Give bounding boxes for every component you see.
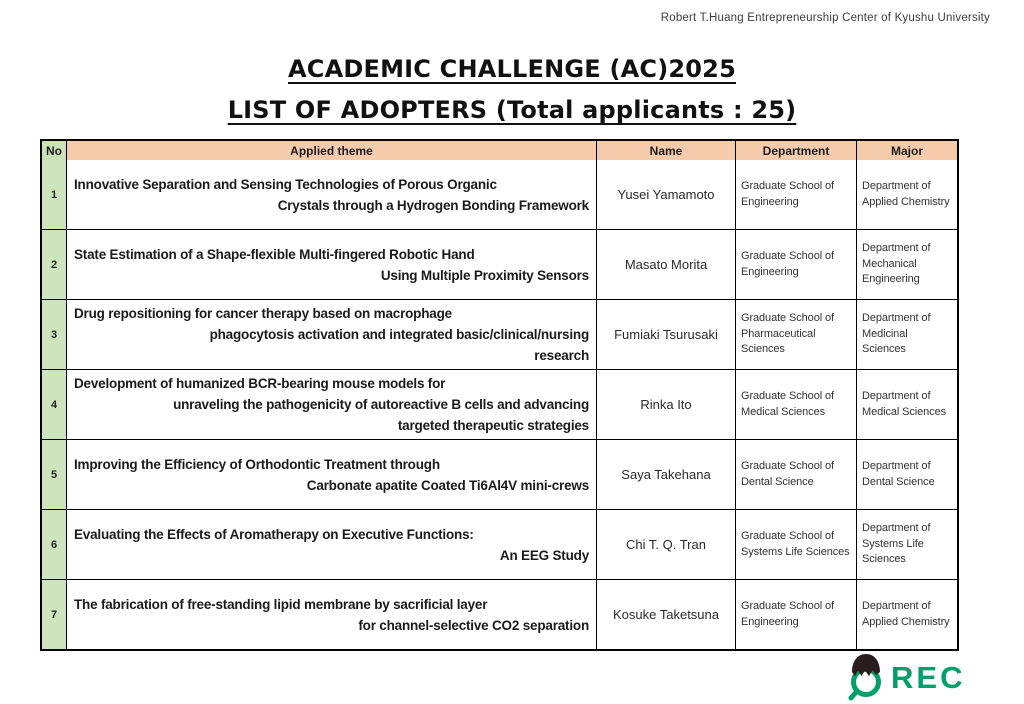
applied-theme-line: Drug repositioning for cancer therapy based on macrophage — [74, 306, 452, 321]
page-title-sub: LIST OF ADOPTERS (Total applicants : 25) — [227, 96, 797, 124]
page-titles — [0, 57, 1024, 139]
applied-theme-line: An EEG Study — [499, 547, 589, 563]
applied-theme-line: unraveling the pathogenicity of autoreactive B cells and advancing — [173, 397, 589, 412]
applied-theme-line: The fabrication of free-standing lipid membrane by sacrificial layer — [74, 596, 488, 612]
row-number: 1 — [42, 160, 66, 229]
table-row — [42, 369, 957, 439]
applied-theme-cell — [66, 300, 596, 369]
table-row — [42, 229, 957, 299]
department-name: Graduate School of Engineering — [735, 230, 856, 299]
table-header-row — [42, 141, 957, 160]
column-header-theme: Applied theme — [66, 141, 596, 160]
applied-theme-cell — [66, 510, 596, 579]
applicant-name: Rinka Ito — [596, 370, 735, 439]
major-name: Department of Dental Science — [856, 440, 957, 509]
row-number: 7 — [42, 580, 66, 649]
applied-theme-line: Improving the Efficiency of Orthodontic Treatment through — [74, 456, 440, 472]
applied-theme-line: Using Multiple Proximity Sensors — [380, 267, 589, 283]
row-number: 4 — [42, 370, 66, 439]
applied-theme-line: Crystals through a Hydrogen Bonding Framework — [277, 197, 589, 213]
department-name: Graduate School of Pharmaceutical Sciences — [735, 300, 856, 369]
qrec-logo-text: REC — [891, 660, 966, 695]
adopters-table — [40, 139, 959, 651]
major-name: Department of Mechanical Engineering — [856, 230, 957, 299]
major-name: Department of Medicinal Sciences — [856, 300, 957, 369]
department-name: Graduate School of Dental Science — [735, 440, 856, 509]
column-header-department: Department — [735, 141, 856, 160]
department-name: Graduate School of Engineering — [735, 580, 856, 649]
row-number: 2 — [42, 230, 66, 299]
row-number: 6 — [42, 510, 66, 579]
applicant-name: Yusei Yamamoto — [596, 160, 735, 229]
qrec-logo — [843, 652, 965, 702]
qrec-q-mark — [843, 653, 889, 701]
applied-theme-line: Carbonate apatite Coated Ti6Al4V mini-crews — [306, 477, 589, 493]
major-name: Department of Systems Life Sciences — [856, 510, 957, 579]
table-row — [42, 509, 957, 579]
table-row — [42, 160, 957, 229]
applied-theme-line: State Estimation of a Shape-flexible Multi-fingered Robotic Hand — [74, 246, 475, 262]
applied-theme-line: targeted therapeutic strategies — [397, 418, 589, 433]
row-number: 5 — [42, 440, 66, 509]
department-name: Graduate School of Engineering — [735, 160, 856, 229]
applicant-name: Masato Morita — [596, 230, 735, 299]
column-header-name: Name — [596, 141, 735, 160]
major-name: Department of Applied Chemistry — [856, 580, 957, 649]
applied-theme-cell — [66, 230, 596, 299]
applied-theme-line: phagocytosis activation and integrated basic/clinical/nursing — [209, 327, 589, 342]
applied-theme-cell — [66, 370, 596, 439]
major-name: Department of Medical Sciences — [856, 370, 957, 439]
row-number: 3 — [42, 300, 66, 369]
column-header-major: Major — [856, 141, 957, 160]
applied-theme-line: for channel-selective CO2 separation — [358, 617, 589, 633]
page-title-main: ACADEMIC CHALLENGE (AC)2025 — [288, 55, 736, 83]
table-row — [42, 299, 957, 369]
applied-theme-line: Development of humanized BCR-bearing mouse models for — [74, 376, 446, 391]
applicant-name: Saya Takehana — [596, 440, 735, 509]
applied-theme-line: research — [534, 348, 589, 363]
major-name: Department of Applied Chemistry — [856, 160, 957, 229]
applicant-name: Fumiaki Tsurusaki — [596, 300, 735, 369]
applied-theme-cell — [66, 160, 596, 229]
applied-theme-cell — [66, 580, 596, 649]
column-header-no: No — [42, 141, 66, 160]
applied-theme-line: Evaluating the Effects of Aromatherapy on Executive Functions: — [74, 526, 474, 542]
org-header: Robert T.Huang Entrepreneurship Center of Kyushu University — [660, 12, 990, 24]
table-row — [42, 579, 957, 649]
department-name: Graduate School of Systems Life Sciences — [735, 510, 856, 579]
applicant-name: Chi T. Q. Tran — [596, 510, 735, 579]
table-row — [42, 439, 957, 509]
applied-theme-cell — [66, 440, 596, 509]
applied-theme-line: Innovative Separation and Sensing Technologies of Porous Organic — [74, 176, 497, 192]
table-body — [42, 160, 957, 649]
applicant-name: Kosuke Taketsuna — [596, 580, 735, 649]
department-name: Graduate School of Medical Sciences — [735, 370, 856, 439]
